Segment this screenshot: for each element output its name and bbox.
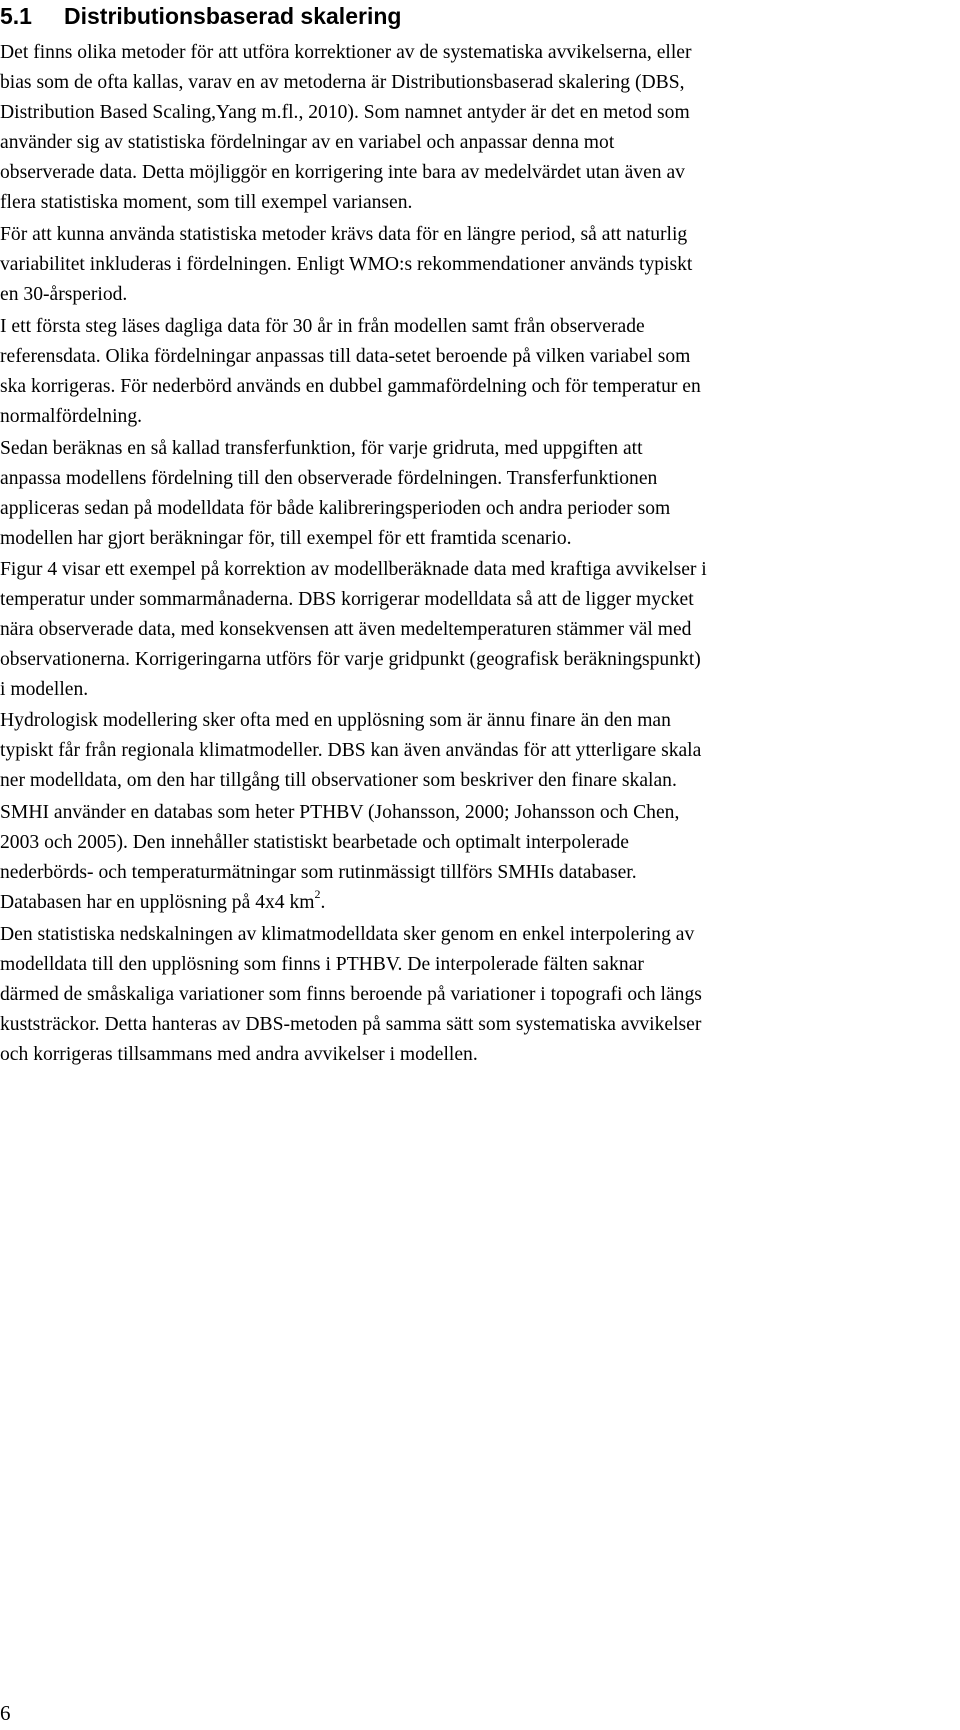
text-line: SMHI använder en databas som heter PTHBV (Johansson, 2000; Johansson och Chen, xyxy=(0,802,680,823)
text-fragment: . xyxy=(320,892,326,913)
text-line: Den statistiska nedskalningen av klimatmodelldata sker genom en enkel interpolering av xyxy=(0,924,695,945)
text-line: Hydrologisk modellering sker ofta med en upplösning som är ännu finare än den man xyxy=(0,710,671,731)
paragraph-hydrological-modelling xyxy=(0,706,960,796)
text-line: anpassa modellens fördelning till den observerade fördelningen. Transferfunktionen xyxy=(0,468,658,489)
text-line: använder sig av statistiska fördelningar av en variabel och anpassar denna mot xyxy=(0,132,615,153)
superscript: 2 xyxy=(314,887,321,902)
paragraph-pthbv-database xyxy=(0,798,960,918)
text-line: Figur 4 visar ett exempel på korrektion av modellberäknade data med kraftiga avvikelser i xyxy=(0,559,707,580)
paragraph-first-step xyxy=(0,312,960,432)
text-line: modellen har gjort beräkningar för, till exempel för ett framtida scenario. xyxy=(0,528,572,549)
text-line: 2003 och 2005). Den innehåller statistiskt bearbetade och optimalt interpolerade xyxy=(0,832,629,853)
text-line: nära observerade data, med konsekvensen att även medeltemperaturen stämmer väl med xyxy=(0,619,692,640)
paragraph-transfer-function xyxy=(0,434,960,554)
paragraph-figure-4 xyxy=(0,555,960,705)
text-line: i modellen. xyxy=(0,679,89,700)
text-line: bias som de ofta kallas, varav en av metoderna är Distributionsbaserad skalering (DBS, xyxy=(0,72,685,93)
text-line: temperatur under sommarmånaderna. DBS korrigerar modelldata så att de ligger mycket xyxy=(0,589,694,610)
text-line: För att kunna använda statistiska metoder krävs data för en längre period, så att naturlig xyxy=(0,224,688,245)
text-line: variabilitet inkluderas i fördelningen. Enligt WMO:s rekommendationer används typiskt xyxy=(0,254,693,275)
text-line: referensdata. Olika fördelningar anpassas till data-setet beroende på vilken variabel som xyxy=(0,346,691,367)
text-line: ner modelldata, om den har tillgång till observationer som beskriver den finare skalan. xyxy=(0,770,677,791)
paragraph-statistical-downscaling xyxy=(0,920,960,1070)
text-fragment: Databasen har en upplösning på 4x4 km xyxy=(0,892,315,913)
text-line: flera statistiska moment, som till exempel variansen. xyxy=(0,192,413,213)
text-line: observationerna. Korrigeringarna utförs för varje gridpunkt (geografisk beräkningspunkt) xyxy=(0,649,701,670)
section-number: 5.1 xyxy=(0,3,32,29)
text-line: modelldata till den upplösning som finns i PTHBV. De interpolerade fälten saknar xyxy=(0,954,644,975)
text-line xyxy=(0,888,960,918)
paragraph-dbs-intro xyxy=(0,38,960,218)
paragraph-period-requirement xyxy=(0,220,960,310)
text-line: nederbörds- och temperaturmätningar som rutinmässigt tillförs SMHIs databaser. xyxy=(0,862,637,883)
text-line: en 30-årsperiod. xyxy=(0,284,128,305)
text-line: kuststräckor. Detta hanteras av DBS-metoden på samma sätt som systematiska avvikelser xyxy=(0,1014,702,1035)
text-line: observerade data. Detta möjliggör en korrigering inte bara av medelvärdet utan även av xyxy=(0,162,685,183)
section-title: Distributionsbaserad skalering xyxy=(64,3,402,29)
text-line: Sedan beräknas en så kallad transferfunktion, för varje gridruta, med uppgiften att xyxy=(0,438,643,459)
section-heading xyxy=(0,0,401,32)
text-line: Distribution Based Scaling,Yang m.fl., 2010). Som namnet antyder är det en metod som xyxy=(0,102,690,123)
text-line: appliceras sedan på modelldata för både kalibreringsperioden och andra perioder som xyxy=(0,498,671,519)
text-line: normalfördelning. xyxy=(0,406,143,427)
page-number: 6 xyxy=(0,1701,11,1725)
text-line: typiskt får från regionala klimatmodeller. DBS kan även användas för att ytterligare skala xyxy=(0,740,702,761)
text-line: I ett första steg läses dagliga data för 30 år in från modellen samt från observerade xyxy=(0,316,645,337)
text-line: ska korrigeras. För nederbörd används en dubbel gammafördelning och för temperatur en xyxy=(0,376,701,397)
text-line: därmed de småskaliga variationer som finns beroende på variationer i topografi och längs xyxy=(0,984,702,1005)
text-line: och korrigeras tillsammans med andra avvikelser i modellen. xyxy=(0,1044,478,1065)
text-line: Det finns olika metoder för att utföra korrektioner av de systematiska avvikelserna, eller xyxy=(0,42,692,63)
